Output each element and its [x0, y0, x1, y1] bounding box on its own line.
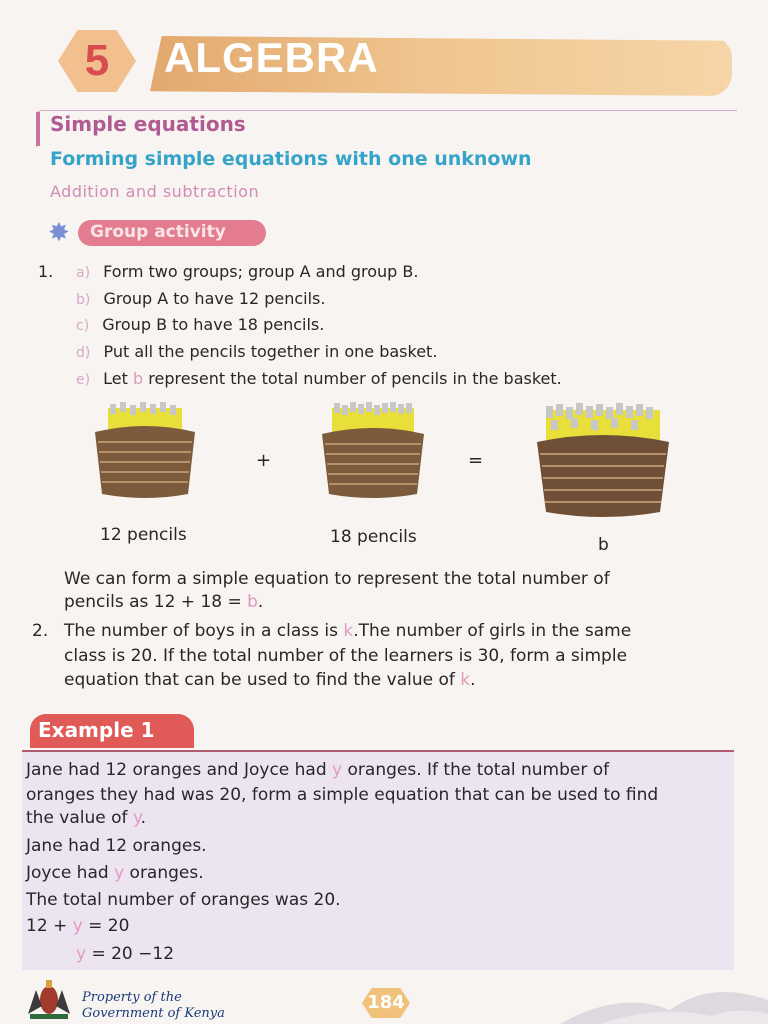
- basket-caption-12: 12 pencils: [100, 525, 187, 545]
- list-item: [76, 262, 418, 281]
- example-text: Jane had 12 oranges and Joyce had: [26, 760, 333, 780]
- example-line-6: The total number of oranges was 20.: [26, 890, 341, 910]
- question-text: .: [470, 670, 476, 690]
- chapter-title: ALGEBRA: [164, 34, 379, 81]
- question-2-line-2: class is 20. If the total number of the learners is 30, form a simple: [64, 646, 628, 666]
- question-text: equation that can be used to find the value of: [64, 670, 461, 690]
- variable-y: y: [132, 808, 141, 828]
- example-rule: [22, 750, 734, 752]
- equation-paragraph-line-1: We can form a simple equation to represent the total number of: [64, 569, 610, 589]
- list-item: [76, 315, 324, 334]
- example-line-2: oranges they had was 20, form a simple equation that can be used to find: [26, 785, 659, 805]
- basket-caption-18: 18 pencils: [330, 527, 417, 547]
- question-text: The number of boys in a class is: [64, 621, 344, 641]
- example-line-5: [26, 863, 204, 883]
- example-text: Joyce had: [26, 863, 115, 883]
- equation-paragraph-line-2: [64, 591, 263, 613]
- example-equation-2: [76, 944, 174, 964]
- list-item-text-before: Let: [103, 369, 134, 388]
- example-text: 12 +: [26, 916, 73, 936]
- list-item: [76, 289, 325, 308]
- equals-sign: =: [468, 450, 484, 471]
- example-text: the value of: [26, 808, 133, 828]
- variable-y: y: [114, 863, 125, 883]
- question-text: .The number of girls in the same: [353, 621, 632, 641]
- basket-b-pencils-image: [534, 402, 672, 520]
- group-activity-label: Group activity: [90, 222, 226, 242]
- variable-y: y: [72, 916, 83, 936]
- group-activity-icon: ✸: [48, 218, 70, 248]
- list-item-text: Group A to have 12 pencils.: [103, 289, 326, 308]
- list-item-text: Group B to have 18 pencils.: [102, 315, 325, 334]
- page-number: 184: [367, 992, 405, 1013]
- list-item: [76, 369, 562, 388]
- example-line-3: [26, 808, 146, 828]
- topic-title: Addition and subtraction: [50, 182, 260, 201]
- list-item-letter: e): [76, 372, 91, 388]
- footer-line-2: Government of Kenya: [82, 1006, 225, 1021]
- example-text: = 20: [82, 916, 130, 936]
- equation-text: pencils as 12 + 18 =: [64, 592, 248, 612]
- equation-end: .: [257, 592, 264, 612]
- question-2-number: 2.: [32, 621, 49, 641]
- list-item-letter: d): [76, 345, 91, 361]
- example-text: oranges.: [124, 863, 204, 883]
- chapter-number: 5: [84, 36, 110, 85]
- kenya-coat-of-arms-icon: [24, 976, 74, 1022]
- basket-12-pencils-image: [90, 402, 200, 502]
- footer-line-1: Property of the: [82, 990, 182, 1005]
- question-2-line-3: [64, 669, 476, 691]
- plus-sign: +: [256, 450, 272, 471]
- basket-caption-b: b: [598, 535, 609, 555]
- example-equation-1: [26, 916, 129, 936]
- list-item: [76, 342, 437, 361]
- decorative-hills-image: [560, 980, 768, 1024]
- section-accent: [36, 112, 40, 146]
- variable-y: y: [332, 760, 343, 780]
- activity-number: 1.: [38, 262, 54, 281]
- list-item-letter: b): [76, 292, 91, 308]
- basket-18-pencils-image: [318, 402, 428, 502]
- list-item-letter: a): [76, 265, 91, 281]
- variable-y: y: [76, 944, 87, 964]
- variable-b: b: [133, 369, 144, 388]
- list-item-letter: c): [76, 318, 90, 334]
- example-text: .: [140, 808, 146, 828]
- example-line-4: Jane had 12 oranges.: [26, 836, 207, 856]
- variable-b: b: [247, 592, 258, 612]
- subsection-title: Forming simple equations with one unknown: [50, 148, 532, 170]
- list-item-text-after: represent the total number of pencils in the basket.: [143, 369, 562, 388]
- section-title: Simple equations: [50, 112, 246, 136]
- question-2-line-1: [64, 620, 631, 642]
- example-line-1: [26, 760, 609, 780]
- example-text: = 20 −12: [86, 944, 175, 964]
- variable-k: k: [460, 670, 471, 690]
- variable-k: k: [343, 621, 354, 641]
- example-text: oranges. If the total number of: [342, 760, 610, 780]
- list-item-text: Form two groups; group A and group B.: [103, 262, 419, 281]
- list-item-text: Put all the pencils together in one basket.: [103, 342, 438, 361]
- example-label: Example 1: [38, 718, 155, 742]
